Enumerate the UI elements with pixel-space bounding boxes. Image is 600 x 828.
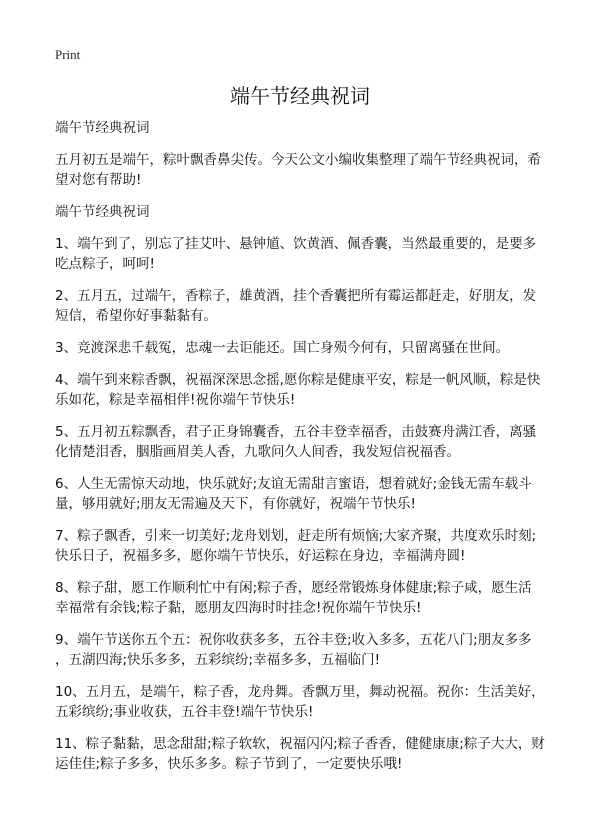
greeting-item xyxy=(55,526,565,566)
text-line: 五月初五是端午，粽叶飘香鼻尖传。今天公文小编收集整理了端午节经典祝词，希 xyxy=(55,152,541,168)
text-line: ，五湖四海;快乐多多，五彩缤纷;幸福多多，五福临门! xyxy=(55,652,381,668)
greeting-item xyxy=(55,422,565,462)
text-line: 短信，希望你好事黏黏有。 xyxy=(55,308,217,324)
text-line: 乐如花，粽是幸福相伴!祝你端午节快乐! xyxy=(55,392,296,408)
text-line: 5、五月初五粽飘香，君子正身锦囊香，五谷丰登幸福香，击鼓赛舟满江香，离骚 xyxy=(55,424,537,440)
text-line: 2、五月五，过端午，香粽子，雄黄酒，挂个香囊把所有霉运都赶走，好朋友，发 xyxy=(55,288,537,304)
text-line: 6、人生无需惊天动地，快乐就好;友谊无需甜言蜜语，想着就好;金钱无需车载斗 xyxy=(55,476,532,492)
article-body xyxy=(55,118,565,786)
greeting-item xyxy=(55,578,565,618)
text-line: 运佳佳;粽子多多，快乐多多。粽子节到了，一定要快乐哦! xyxy=(55,756,403,772)
text-line: 快乐日子，祝福多多，愿你端午节快乐，好运粽在身边，幸福满舟圆! xyxy=(55,548,466,564)
text-line: 3、竞渡深悲千载冤，忠魂一去讵能还。国亡身殒今何有，只留离骚在世间。 xyxy=(55,340,510,356)
page-title: 端午节经典祝词 xyxy=(230,84,370,108)
text-line: 吃点粽子，呵呵! xyxy=(55,256,155,272)
greeting-item xyxy=(55,338,565,358)
greeting-item xyxy=(55,286,565,326)
greeting-item xyxy=(55,234,565,274)
greeting-item xyxy=(55,370,565,410)
intro-paragraph xyxy=(55,150,565,190)
text-line: 1、端午到了，别忘了挂艾叶、悬钟馗、饮黄酒、佩香囊，当然最重要的，是要多 xyxy=(55,236,537,252)
text-line: 8、粽子甜，愿工作顺利忙中有闲;粽子香，愿经常锻炼身体健康;粽子咸，愿生活 xyxy=(55,580,532,596)
text-line: 望对您有帮助! xyxy=(55,172,142,188)
text-line: 11、粽子黏黏，思念甜甜;粽子软软，祝福闪闪;粽子香香，健健康康;粽子大大，财 xyxy=(55,736,545,752)
text-line: 量，够用就好;朋友无需遍及天下，有你就好，祝端午节快乐! xyxy=(55,496,416,512)
greeting-item xyxy=(55,682,565,722)
text-line: 化情楚泪香，胭脂画眉美人香，九歌问久人间香，我发短信祝福香。 xyxy=(55,444,460,460)
section-heading xyxy=(55,118,565,138)
greeting-item xyxy=(55,630,565,670)
text-line: 端午节经典祝词 xyxy=(55,120,150,136)
text-line: 幸福常有余钱;粽子黏，愿朋友四海时时挂念!祝你端午节快乐! xyxy=(55,600,422,616)
greeting-item xyxy=(55,474,565,514)
text-line: 4、端午到来粽香飘，祝福深深思念摇,愿你粽是健康平安，粽是一帆风顺，粽是快 xyxy=(55,372,541,388)
text-line: 10、五月五，是端午，粽子香，龙舟舞。香飘万里，舞动祝福。祝你：生活美好， xyxy=(55,684,545,700)
text-line: 五彩缤纷;事业收获，五谷丰登!端午节快乐! xyxy=(55,704,314,720)
text-line: 7、粽子飘香，引来一切美好;龙舟划划，赶走所有烦恼;大家齐聚，共度欢乐时刻; xyxy=(55,528,537,544)
section-heading xyxy=(55,202,565,222)
text-line: 9、端午节送你五个五：祝你收获多多，五谷丰登;收入多多，五花八门;朋友多多 xyxy=(55,632,532,648)
greeting-item xyxy=(55,734,565,774)
text-line: 端午节经典祝词 xyxy=(55,204,150,220)
print-link[interactable]: Print xyxy=(55,47,81,62)
